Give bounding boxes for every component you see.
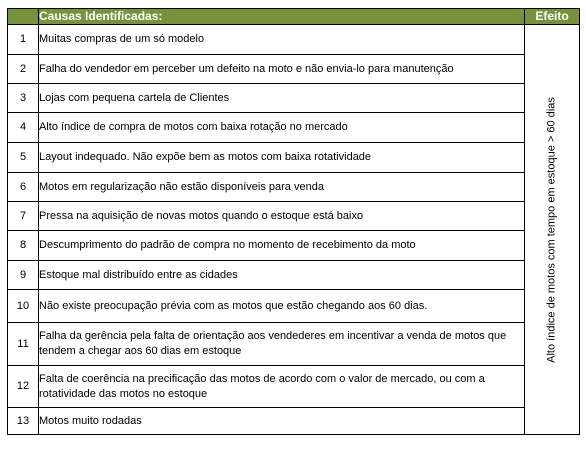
table-row bbox=[8, 143, 580, 173]
row-cause: Não existe preocupação prévia com as motos que estão chegando aos 60 dias. bbox=[39, 290, 525, 323]
table-row bbox=[8, 113, 580, 143]
row-cause: Layout indequado. Não expõe bem as motos com baixa rotatividade bbox=[39, 143, 525, 173]
row-cause: Motos em regularização não estão disponíveis para venda bbox=[39, 173, 525, 202]
effect-text: Alto índice de motos com tempo em estoque > 60 dias bbox=[545, 96, 558, 363]
row-number: 10 bbox=[8, 290, 39, 323]
row-cause: Falha do vendedor em perceber um defeito na moto e não envia-lo para manutenção bbox=[39, 55, 525, 84]
row-number: 9 bbox=[8, 261, 39, 290]
row-number: 6 bbox=[8, 173, 39, 202]
causes-effects-table bbox=[7, 8, 580, 435]
row-number: 1 bbox=[8, 25, 39, 55]
row-number: 7 bbox=[8, 202, 39, 231]
row-number: 8 bbox=[8, 231, 39, 261]
table-row bbox=[8, 202, 580, 231]
table-header-row bbox=[8, 9, 580, 25]
row-cause: Falha da gerência pela falta de orientação aos vendederes em incentivar a venda de motos que tendem a chegar aos 60 dias em estoque bbox=[39, 323, 525, 366]
table-row bbox=[8, 173, 580, 202]
row-number: 5 bbox=[8, 143, 39, 173]
row-cause: Falta de coerência na precificação das motos de acordo com o valor de mercado, ou com a rotatividade das motos no estoque bbox=[39, 366, 525, 408]
row-number: 11 bbox=[8, 323, 39, 366]
row-cause: Alto índice de compra de motos com baixa rotação no mercado bbox=[39, 113, 525, 143]
table-row bbox=[8, 84, 580, 113]
row-cause: Motos muito rodadas bbox=[39, 408, 525, 435]
table-row bbox=[8, 290, 580, 323]
row-cause: Pressa na aquisição de novas motos quando o estoque está baixo bbox=[39, 202, 525, 231]
effect-cell bbox=[525, 25, 580, 435]
table-row bbox=[8, 25, 580, 55]
row-number: 2 bbox=[8, 55, 39, 84]
table-row bbox=[8, 55, 580, 84]
header-number-cell bbox=[8, 9, 39, 25]
table-row bbox=[8, 261, 580, 290]
row-number: 4 bbox=[8, 113, 39, 143]
row-cause: Descumprimento do padrão de compra no momento de recebimento da moto bbox=[39, 231, 525, 261]
row-cause: Estoque mal distribuído entre as cidades bbox=[39, 261, 525, 290]
row-cause: Muitas compras de um só modelo bbox=[39, 25, 525, 55]
table-row bbox=[8, 231, 580, 261]
row-number: 13 bbox=[8, 408, 39, 435]
table-row bbox=[8, 323, 580, 366]
table-row bbox=[8, 408, 580, 435]
row-cause: Lojas com pequena cartela de Clientes bbox=[39, 84, 525, 113]
header-effect: Efeito bbox=[525, 9, 580, 25]
table-row bbox=[8, 366, 580, 408]
row-number: 12 bbox=[8, 366, 39, 408]
header-causes: Causas Identificadas: bbox=[39, 9, 525, 25]
row-number: 3 bbox=[8, 84, 39, 113]
